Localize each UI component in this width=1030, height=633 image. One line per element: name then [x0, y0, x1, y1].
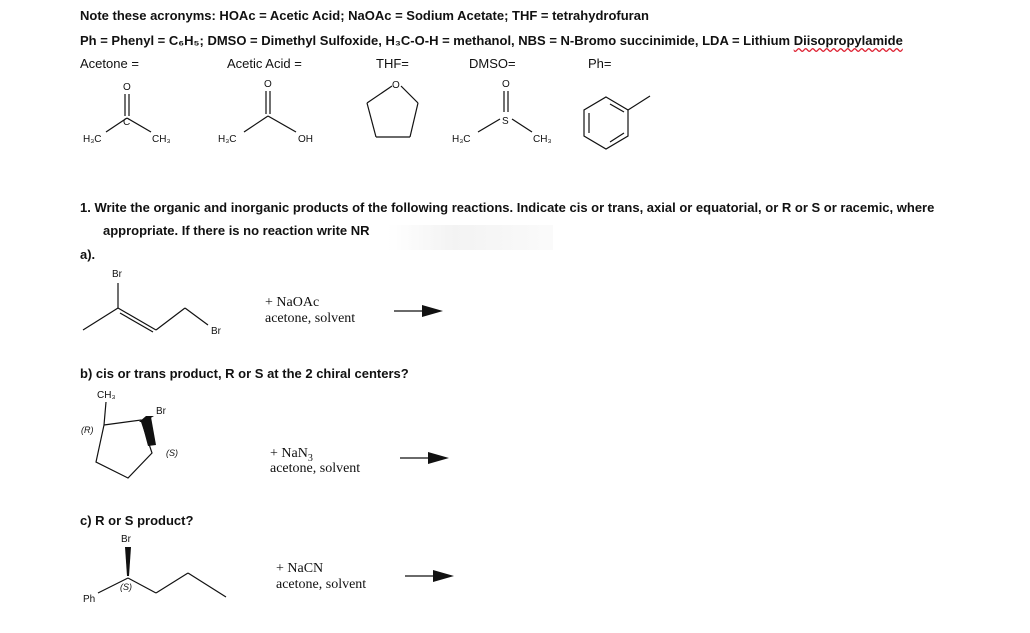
- acronym-note-line-1: Note these acronyms: HOAc = Acetic Acid; NaOAc = Sodium Acetate; THF = tetrahydrofuran: [80, 8, 649, 23]
- part-b-conditions: acetone, solvent: [270, 461, 361, 476]
- acetic-acid-oxygen: O: [264, 79, 272, 90]
- part-b-reagent-text: + NaN: [270, 446, 308, 461]
- part-b-label: b) cis or trans product, R or S at the 2 chiral centers?: [80, 366, 409, 381]
- thf-oxygen: O: [392, 80, 400, 91]
- dmso-ch3: CH₃: [533, 134, 552, 145]
- part-b-config-r: (R): [81, 425, 94, 435]
- part-c-reagent: + NaCN: [276, 561, 324, 576]
- part-c-label: c) R or S product?: [80, 513, 194, 528]
- dmso-oxygen: O: [502, 79, 510, 90]
- part-c-ph: Ph: [83, 594, 96, 605]
- part-a-substrate: [83, 283, 208, 332]
- reaction-arrow-b: [400, 452, 449, 464]
- thf-label: THF=: [376, 56, 409, 71]
- thf-structure: [367, 86, 418, 137]
- part-a-br-top: Br: [112, 269, 122, 280]
- acetone-ch3: CH₃: [152, 134, 171, 145]
- part-a-br-right: Br: [211, 326, 221, 337]
- part-c-substrate: [98, 573, 226, 597]
- part-c-br: Br: [121, 534, 131, 545]
- phenyl-structure: [584, 96, 650, 149]
- acetone-oxygen: O: [123, 82, 131, 93]
- dmso-h3c: H₃C: [452, 134, 471, 145]
- dmso-sulfur: S: [502, 116, 509, 127]
- part-b-br: Br: [156, 406, 166, 417]
- faded-text-area: [388, 225, 553, 250]
- part-c-config-s: (S): [120, 582, 132, 592]
- acetic-acid-structure: [244, 91, 296, 132]
- part-b-ch3: CH₃: [97, 390, 116, 401]
- acronym-note-line-2-text: Ph = Phenyl = C₆H₅; DMSO = Dimethyl Sulfoxide, H₃C-O-H = methanol, NBS = N-Bromo succinimide, LDA = Lithium: [80, 33, 794, 48]
- acetone-h3c: H₃C: [83, 134, 102, 145]
- part-c-wedge-bond: [125, 547, 131, 576]
- part-c-conditions: acetone, solvent: [276, 577, 367, 592]
- part-b-substrate: [96, 402, 152, 478]
- reaction-arrow-a: [394, 305, 443, 317]
- acetic-acid-label: Acetic Acid =: [227, 56, 302, 71]
- part-a-conditions: acetone, solvent: [265, 311, 356, 326]
- question-line-1: 1. Write the organic and inorganic products of the following reactions. Indicate cis or trans, axial or equatorial, or R or S or racemic, where: [80, 200, 935, 215]
- part-a-label: a).: [80, 247, 96, 262]
- question-line-2: appropriate. If there is no reaction write NR: [103, 223, 370, 238]
- ph-label: Ph=: [588, 56, 612, 71]
- part-b-reagent-subscript: 3: [307, 452, 313, 464]
- reaction-arrow-c: [405, 570, 454, 582]
- spellcheck-underlined-word: Diisopropylamide: [793, 33, 903, 48]
- acetone-carbon: C: [123, 117, 131, 128]
- acetic-acid-h3c: H₃C: [218, 134, 237, 145]
- part-b-config-s: (S): [166, 448, 178, 458]
- acetic-acid-oh: OH: [298, 134, 313, 145]
- part-b-wedge-bond: [141, 417, 156, 446]
- dmso-label: DMSO=: [469, 56, 516, 71]
- part-a-reagent: + NaOAc: [265, 295, 320, 310]
- acetone-label: Acetone =: [80, 56, 139, 71]
